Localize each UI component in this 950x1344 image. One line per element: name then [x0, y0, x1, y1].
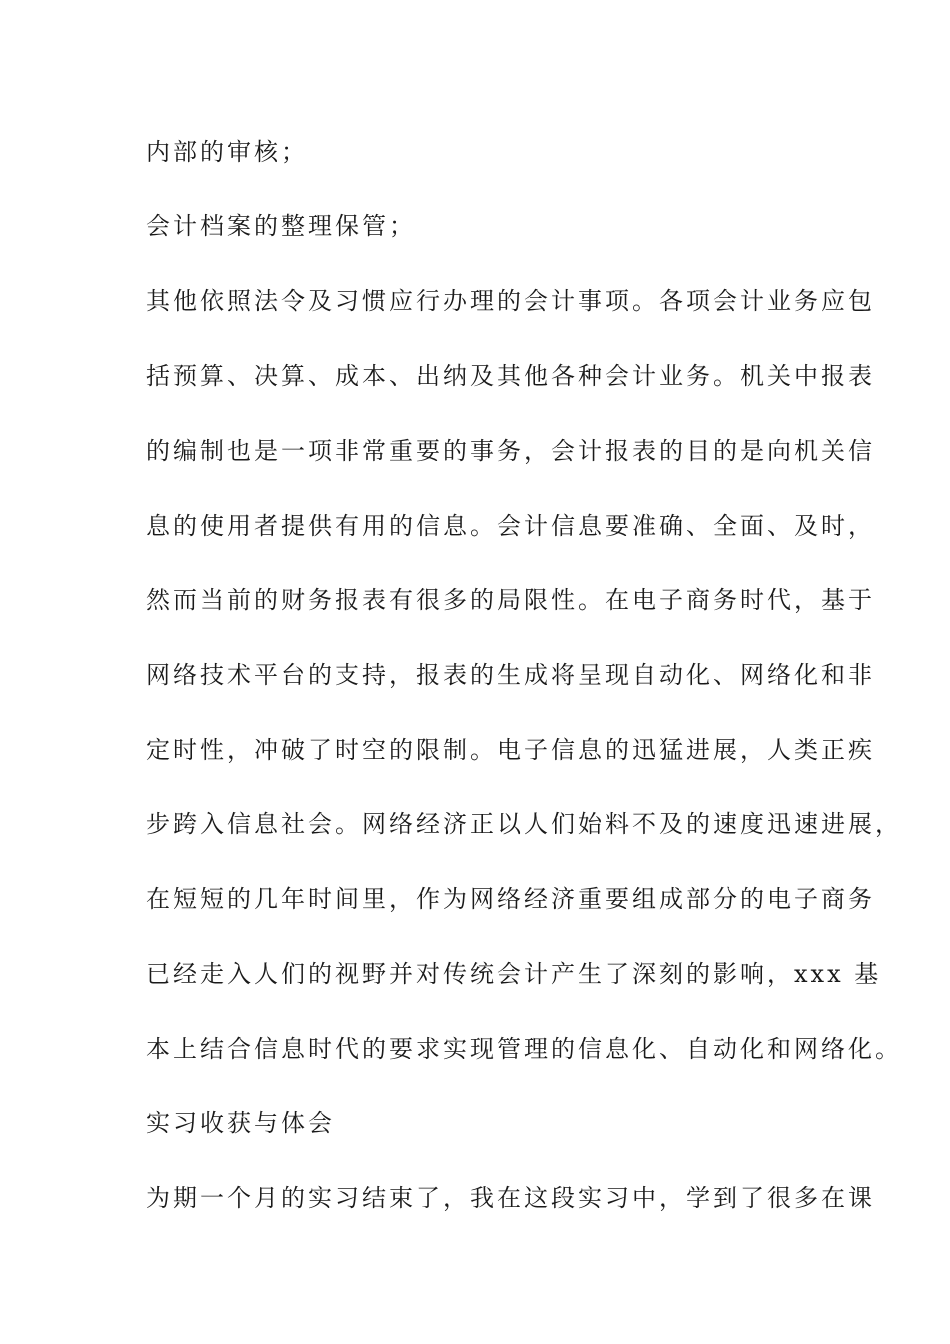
text-line: 括预算、决算、成本、出纳及其他各种会计业务。机关中报表: [146, 362, 875, 390]
text-line: 然而当前的财务报表有很多的局限性。在电子商务时代，基于: [146, 586, 875, 614]
text-line: 为期一个月的实习结束了，我在这段实习中，学到了很多在课: [146, 1184, 875, 1212]
text-line: 其他依照法令及习惯应行办理的会计事项。各项会计业务应包: [146, 287, 875, 315]
text-line: 本上结合信息时代的要求实现管理的信息化、自动化和网络化。: [146, 1035, 902, 1063]
text-line: 网络技术平台的支持，报表的生成将呈现自动化、网络化和非: [146, 661, 875, 689]
text-line: 定时性，冲破了时空的限制。电子信息的迅猛进展，人类正疾: [146, 736, 875, 764]
text-line: 已经走入人们的视野并对传统会计产生了深刻的影响，xxx 基: [146, 960, 882, 988]
text-line: 息的使用者提供有用的信息。会计信息要准确、全面、及时，: [146, 512, 875, 540]
text-line: 在短短的几年时间里，作为网络经济重要组成部分的电子商务: [146, 885, 875, 913]
text-line: 内部的审核；: [146, 138, 308, 166]
section-heading: 实习收获与体会: [146, 1109, 335, 1137]
text-line: 步跨入信息社会。网络经济正以人们始料不及的速度迅速进展，: [146, 810, 902, 838]
text-line: 会计档案的整理保管；: [146, 212, 416, 240]
text-line: 的编制也是一项非常重要的事务，会计报表的目的是向机关信: [146, 437, 875, 465]
